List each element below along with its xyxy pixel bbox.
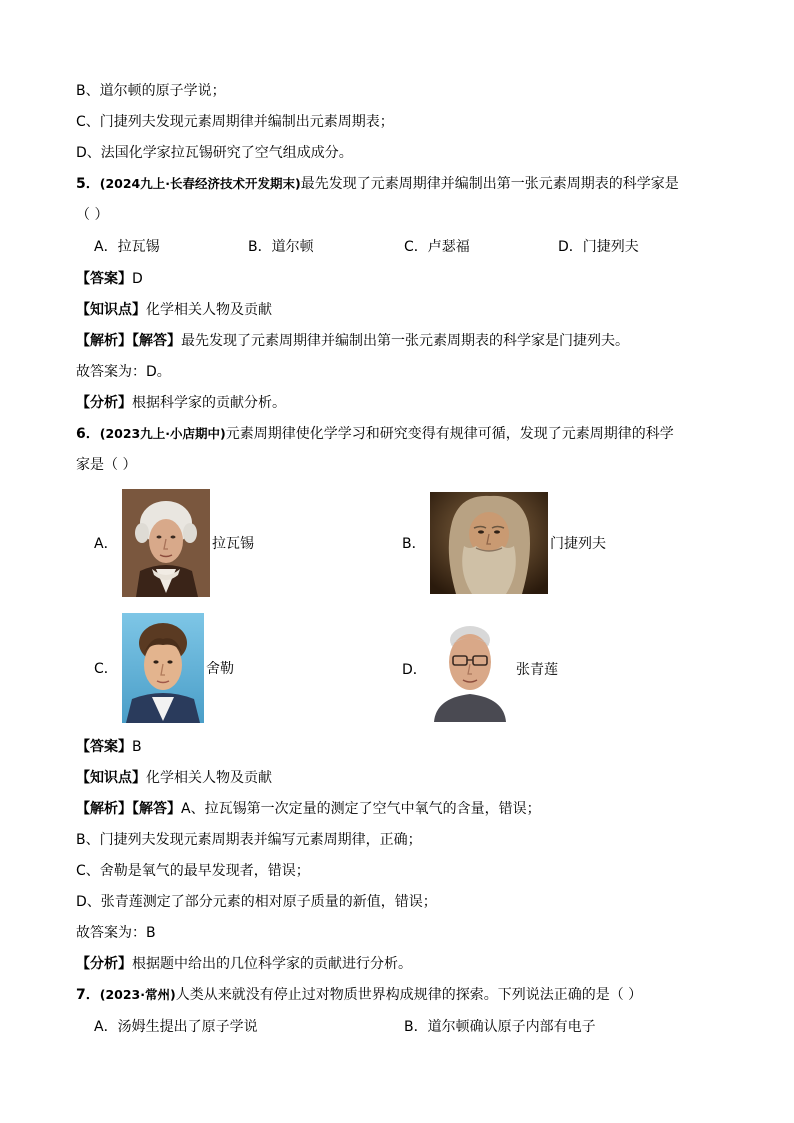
q6-stem-text: 元素周期律使化学学习和研究变得有规律可循，发现了元素周期律的科学 <box>225 426 674 442</box>
q7-number: 7． <box>76 987 100 1003</box>
q6-stem <box>76 424 674 444</box>
q6-knowledge-point <box>76 768 272 788</box>
q5-knowledge-point <box>76 300 272 320</box>
q7-options <box>94 1017 714 1037</box>
prev-option-b: B、道尔顿的原子学说； <box>76 83 226 99</box>
q5-stem <box>76 174 679 194</box>
q6-answer-value: B <box>132 739 142 755</box>
q6-option-d-letter: D． <box>402 662 427 678</box>
q6-stem-line2: 家是（ ） <box>76 457 137 473</box>
q6-option-c-letter: C． <box>94 661 118 677</box>
q6-kp-tag: 【知识点】 <box>76 770 146 786</box>
q7-stem-text: 人类从来就没有停止过对物质世界构成规律的探索。下列说法正确的是（ ） <box>175 987 643 1003</box>
q5-source: (2024九上·长春经济技术开发期末) <box>99 176 301 191</box>
portrait-mendeleev-icon <box>430 492 548 594</box>
q5-options <box>94 237 714 257</box>
q6-analysis-text: A、拉瓦锡第一次定量的测定了空气中氧气的含量，错误； <box>181 801 541 817</box>
portrait-lavoisier-icon <box>122 489 210 597</box>
q6-answer <box>76 737 142 757</box>
q6-option-b-letter: B． <box>402 536 426 552</box>
q6-option-c <box>94 613 234 723</box>
q5-fenxi <box>76 393 286 413</box>
q6-option-a <box>94 489 254 597</box>
q7-stem <box>76 985 642 1005</box>
q5-fenxi-tag: 【分析】 <box>76 395 132 411</box>
q5-kp-text: 化学相关人物及贡献 <box>146 302 272 318</box>
q6-source: (2023九上·小店期中) <box>99 426 226 441</box>
q7-source: (2023·常州) <box>99 987 176 1002</box>
q6-analysis-line-d: D、张青莲测定了部分元素的相对原子质量的新值，错误； <box>76 894 437 910</box>
q5-kp-tag: 【知识点】 <box>76 302 146 318</box>
prev-option-c: C、门捷列夫发现元素周期律并编制出元素周期表； <box>76 114 394 130</box>
q5-analysis-tag: 【解析】【解答】 <box>76 333 181 349</box>
q6-option-d <box>402 616 558 722</box>
q5-answer <box>76 269 143 289</box>
q5-number: 5． <box>76 176 100 192</box>
q6-fenxi <box>76 954 412 974</box>
q6-analysis-line-b: B、门捷列夫发现元素周期表并编写元素周期律，正确； <box>76 832 422 848</box>
q6-kp-text: 化学相关人物及贡献 <box>146 770 272 786</box>
q5-analysis-text: 最先发现了元素周期律并编制出第一张元素周期表的科学家是门捷列夫。 <box>181 333 629 349</box>
q5-fenxi-text: 根据科学家的贡献分析。 <box>132 395 286 411</box>
q6-option-a-letter: A． <box>94 536 118 552</box>
portrait-zhang-qinglian-icon <box>430 616 510 722</box>
q6-option-b <box>402 492 606 594</box>
portrait-scheele-icon <box>122 613 204 723</box>
q6-option-d-name: 张青莲 <box>516 662 558 678</box>
q5-answer-tag: 【答案】 <box>76 271 132 287</box>
q6-analysis-line-c: C、舍勒是氧气的最早发现者，错误； <box>76 863 310 879</box>
q6-option-b-name: 门捷列夫 <box>550 536 606 552</box>
q6-answer-tag: 【答案】 <box>76 739 132 755</box>
q7-option-b: B．道尔顿确认原子内部有电子 <box>404 1019 596 1035</box>
q6-analysis-tag: 【解析】【解答】 <box>76 801 181 817</box>
q6-analysis <box>76 799 541 819</box>
q6-conclusion: 故答案为：B <box>76 925 156 941</box>
q5-option-a: A．拉瓦锡 <box>94 239 160 255</box>
q5-conclusion: 故答案为：D。 <box>76 364 171 380</box>
q5-paren: （ ） <box>76 207 109 223</box>
q6-fenxi-text: 根据题中给出的几位科学家的贡献进行分析。 <box>132 956 412 972</box>
q5-option-c: C．卢瑟福 <box>404 239 470 255</box>
q5-option-d: D．门捷列夫 <box>558 239 639 255</box>
q5-analysis <box>76 331 629 351</box>
q6-number: 6． <box>76 426 100 442</box>
q6-option-c-name: 舍勒 <box>206 661 234 677</box>
q5-answer-value: D <box>132 271 143 287</box>
q6-fenxi-tag: 【分析】 <box>76 956 132 972</box>
prev-option-d: D、法国化学家拉瓦锡研究了空气组成成分。 <box>76 145 353 161</box>
q6-option-a-name: 拉瓦锡 <box>212 536 254 552</box>
q7-option-a: A．汤姆生提出了原子学说 <box>94 1019 258 1035</box>
q5-stem-text: 最先发现了元素周期律并编制出第一张元素周期表的科学家是 <box>300 176 679 192</box>
q5-option-b: B．道尔顿 <box>248 239 314 255</box>
